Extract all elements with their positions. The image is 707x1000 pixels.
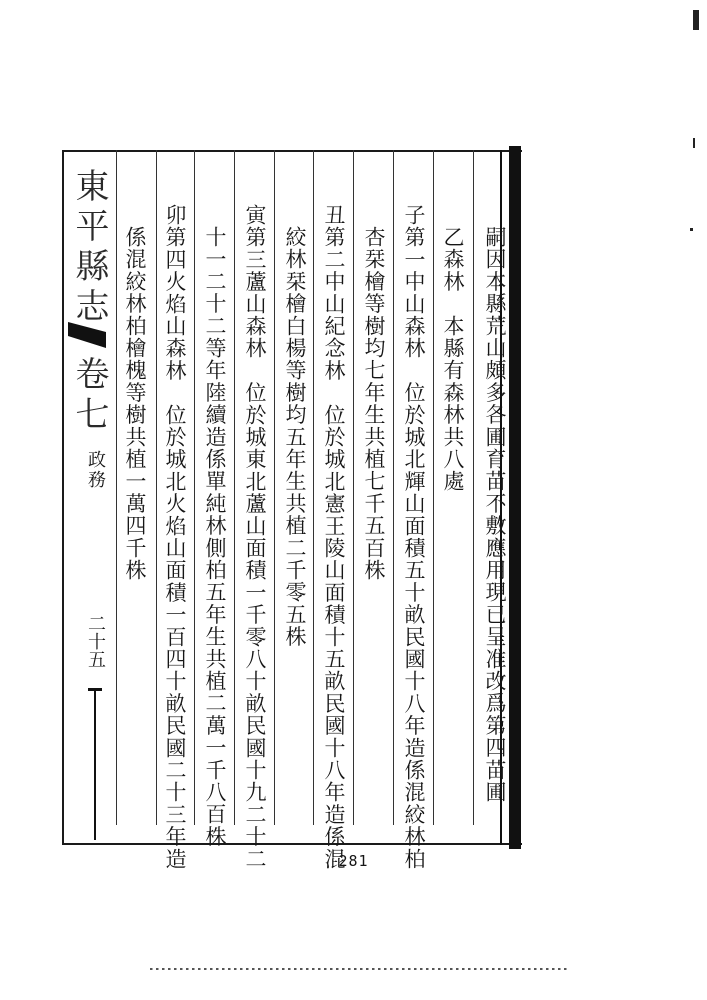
column-rule xyxy=(473,150,474,825)
text-column-1: 嗣因本縣荒山頗多各圃育苗不敷應用現已呈准改爲第四苗圃 xyxy=(483,226,507,804)
bottom-scan-dots xyxy=(150,968,570,970)
column-rule xyxy=(274,150,275,825)
page-number: 281 xyxy=(338,852,369,870)
column-rule xyxy=(433,150,434,825)
text-column-7: 寅第三蘆山森林 位於城東北蘆山面積一千零八十畝民國十九二十二 xyxy=(243,204,267,870)
volume-label: 卷七 xyxy=(69,356,109,436)
column-rule xyxy=(353,150,354,825)
text-column-5: 丑第二中山紀念林 位於城北憲王陵山面積十五畝民國十八年造係混 xyxy=(322,204,346,870)
column-rule xyxy=(194,150,195,825)
column-rule xyxy=(116,150,117,825)
text-column-2: 乙森林 本縣有森林共八處 xyxy=(441,226,465,493)
scan-speck xyxy=(693,138,695,148)
book-title: 東平縣志 xyxy=(69,168,109,328)
scan-speck xyxy=(690,228,693,231)
column-rule xyxy=(393,150,394,825)
column-rule xyxy=(156,150,157,825)
fish-tail-mark xyxy=(66,318,108,352)
text-column-10: 係混絞林柏檜槐等樹共植一萬四千株 xyxy=(123,226,147,582)
text-column-6: 絞林栞檜白楊等樹均五年生共植二千零五株 xyxy=(283,226,307,648)
text-column-9: 卯第四火焰山森林 位於城北火焰山面積一百四十畝民國二十三年造 xyxy=(163,204,187,870)
text-column-4: 杏栞檜等樹均七年生共植七千五百株 xyxy=(362,226,386,582)
outer-border-rule xyxy=(509,146,521,849)
text-column-8: 十一二十二等年陸續造係單純林側柏五年生共植二萬一千八百株 xyxy=(203,226,227,848)
column-rule xyxy=(234,150,235,825)
page-marker-line xyxy=(94,690,96,840)
scan-speck xyxy=(693,10,699,30)
margin-page-number: 二十五 xyxy=(85,614,106,668)
section-label: 政務 xyxy=(85,450,106,490)
column-rule xyxy=(313,150,314,825)
text-column-3: 子第一中山森林 位於城北輝山面積五十畝民國十八年造係混絞林柏 xyxy=(402,204,426,870)
